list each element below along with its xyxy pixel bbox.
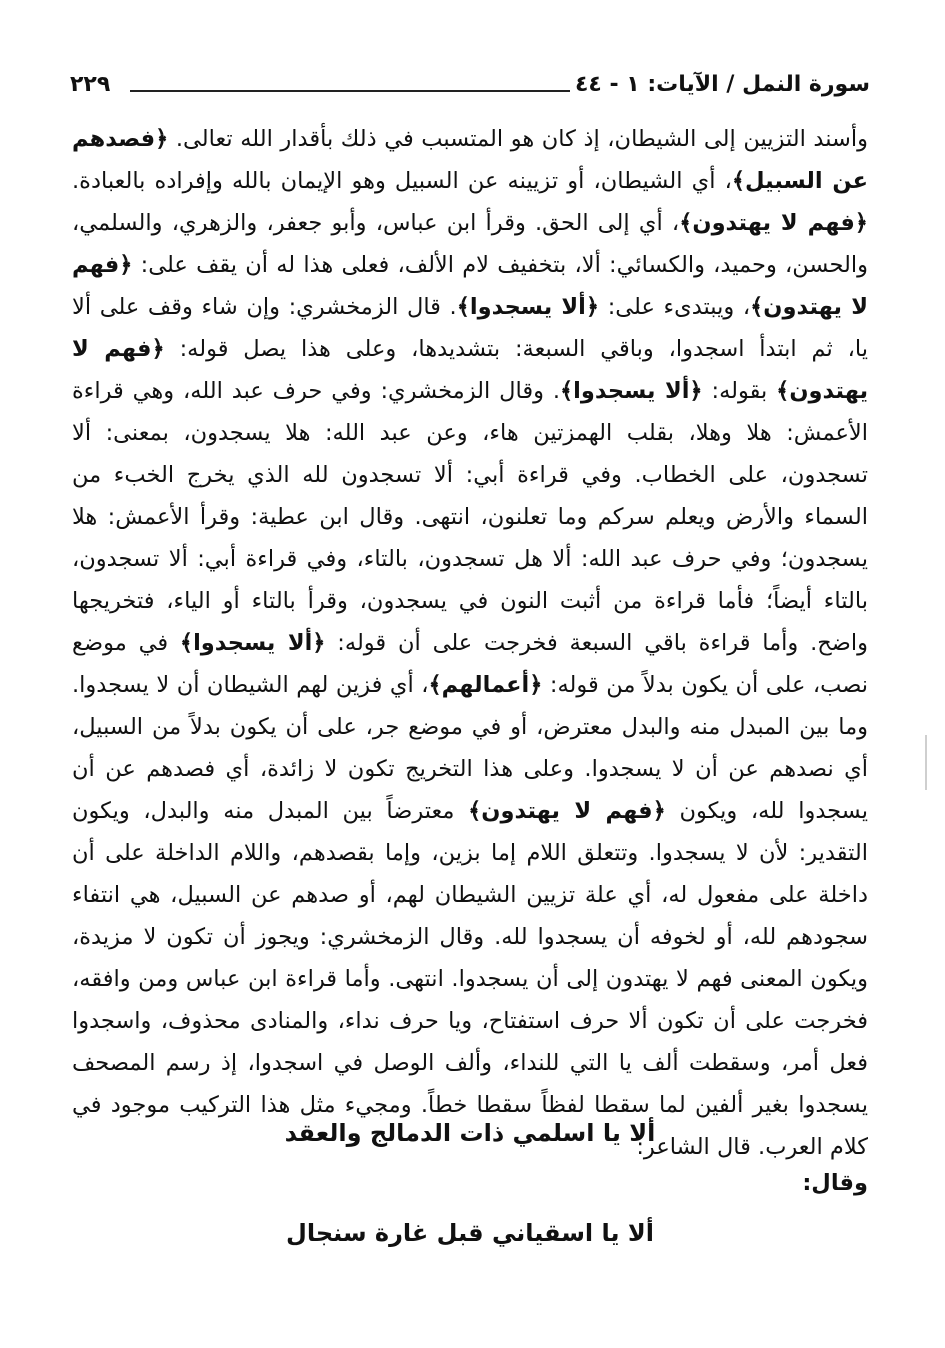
commentary-body — [72, 118, 868, 1168]
poetry-verse-1: ألا يا اسلمي ذات الدمالج والعقد — [284, 1119, 656, 1147]
running-header — [70, 72, 870, 106]
body-text-segment: بقوله: — [702, 378, 777, 404]
quran-quote: ﴿فهم لا يهتدون﴾ — [72, 252, 869, 320]
quran-quote: ﴿فصدهم عن السبيل﴾ — [72, 126, 868, 194]
quran-quote: ﴿فهم لا يهتدون﴾ — [679, 210, 868, 236]
quran-quote: ﴿ألا يسجدوا﴾ — [179, 630, 326, 656]
qaal-label: وقال: — [802, 1170, 868, 1196]
quran-quote: ﴿ألا يسجدوا﴾ — [456, 294, 600, 320]
quran-quote: ﴿فهم لا يهتدون﴾ — [468, 798, 666, 824]
header-rule — [130, 90, 570, 92]
header-title: سورة النمل / الآيات: ١ - ٤٤ — [569, 72, 870, 97]
body-text-segment: في موضع نصب، على أن يكون بدلاً من قوله: — [72, 630, 868, 698]
body-text-segment: . قال الزمخشري: وإن شاء وقف على ألا يا، ثم ابتدأ اسجدوا، وباقي السبعة: بتشديدها، وعلى هذا يصل قوله: — [72, 294, 868, 362]
body-text-segment: ، ويبتدىء على: — [599, 294, 751, 320]
page-number: ٢٢٩ — [70, 72, 111, 97]
body-text-segment: ، أي فزين لهم الشيطان أن لا يسجدوا. وما بين المبدل منه والبدل معترض، أو في موضع جر، على أن يكون بدلاً من السبيل، أي نصدهم عن أن لا يسجدوا. وعلى هذا التخريج تكون لا زائدة، أي فصدهم عن أن يسجدوا لله، ويكون — [72, 672, 868, 824]
scan-edge-mark — [925, 735, 927, 790]
commentary-paragraph — [72, 118, 868, 1168]
body-text-segment: . وقال الزمخشري: وفي حرف عبد الله، وهي قراءة الأعمش: هلا وهلا، بقلب الهمزتين هاء، وعن عبد الله: هلا يسجدون، بمعنى: ألا تسجدون، على الخطاب. وفي قراءة أبي: ألا تسجدون لله الذي يخرج الخبء من السماء والأرض ويعلم سركم وما تعلنون، انتهى. وقال ابن عطية: وقرأ الأعمش: هلا يسجدون؛ وفي حرف عبد الله: ألا هل تسجدون، بالتاء، وفي قراءة أبي: ألا تسجدون، بالتاء أيضاً؛ فأما قراءة من أثبت النون في يسجدون، وقرأ بالتاء أو الياء، فتخريجها واضح. وأما قراءة باقي السبعة فخرجت على أن قوله: — [72, 378, 868, 656]
body-text-segment: ، أي إلى الحق. وقرأ ابن عباس، وأبو جعفر، والزهري، والسلمي، والحسن، وحميد، والكسائي: ألا، بتخفيف لام الألف، فعلى هذا له أن يقف على: — [72, 210, 868, 278]
body-text-segment: ، أي الشيطان، أو تزيينه عن السبيل وهو الإيمان بالله وإفراده بالعبادة. — [72, 168, 732, 194]
body-text-segment: معترضاً بين المبدل منه والبدل، ويكون التقدير: لأن لا يسجدوا. وتتعلق اللام إما بزين، وإما بقصدهم، واللام الداخلة على أن داخلة على مفعول له، أي علة تزيين الشيطان لهم، أو صدهم عن السبيل، هي انتفاء سجودهم لله، أو لخوفه أن يسجدوا لله. وقال الزمخشري: ويجوز أن تكون لا مزيدة، ويكون المعنى فهم لا يهتدون إلى أن يسجدوا. انتهى. وأما قراءة ابن عباس ومن وافقه، فخرجت على أن تكون ألا حرف استفتاح، ويا حرف نداء، والمنادى محذوف، واسجدوا فعل أمر، وسقطت ألف يا التي للنداء، وألف الوصل في اسجدوا، إذ رسم المصحف يسجدوا بغير ألفين لما سقطا لفظاً سقطا خطاً. ومجيء مثل هذا التركيب موجود في كلام العرب. قال الشاعر: — [72, 798, 868, 1160]
quran-quote: ﴿أعمالهم﴾ — [428, 672, 543, 698]
quran-quote: ﴿فهم لا يهتدون﴾ — [72, 336, 869, 404]
quran-quote: ﴿ألا يسجدوا﴾ — [559, 378, 703, 404]
body-text-segment: وأسند التزيين إلى الشيطان، إذ كان هو المتسبب في ذلك بأقدار الله تعالى. — [168, 126, 868, 152]
poetry-verse-2: ألا يا اسقياني قبل غارة سنجال — [286, 1219, 654, 1247]
